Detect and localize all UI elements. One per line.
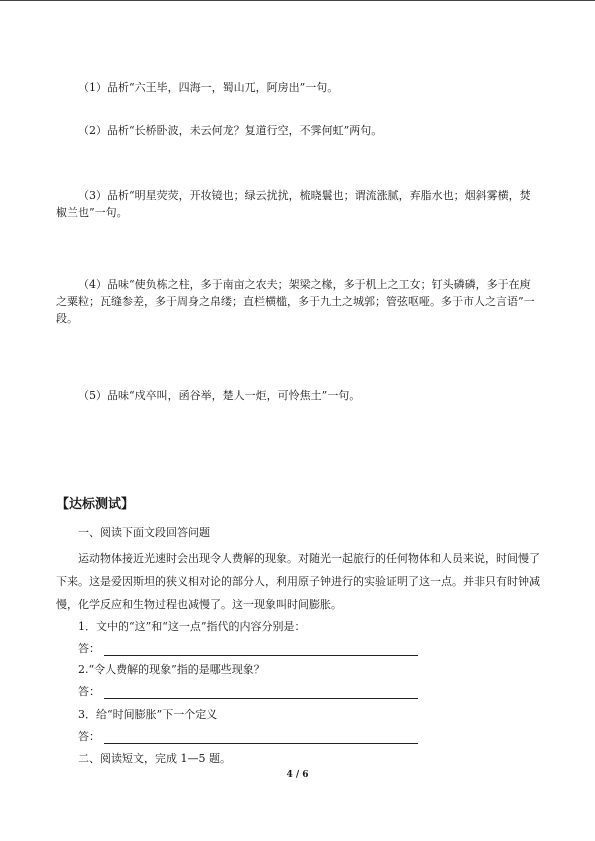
question-4: （4）品味“使负栋之柱，多于南亩之农夫；架梁之椽，多于机上之工女；钉头磷磷，多于在庾之粟粒；瓦缝参差，多于周身之帛缕；直栏横槛，多于九土之城郭；管弦呕哑。多于市人之言语”一段。	[56, 278, 535, 325]
item-3-answer-line[interactable]	[104, 743, 418, 744]
part2-heading: 二、阅读短文，完成 1—5 题。	[78, 752, 231, 765]
page-number: 4 / 6	[286, 770, 309, 780]
top-border-rule	[0, 0, 595, 1]
question-1: （1）品析“六王毕，四海一，蜀山兀，阿房出”一句。	[78, 81, 339, 94]
part1-heading: 一、阅读下面文段回答问题	[78, 526, 210, 539]
section-title: 【达标测试】	[56, 497, 135, 512]
reading-passage: 运动物体接近光速时会出现令人费解的现象。对随光一起旅行的任何物体和人员来说，时间慢了下来。这是爱因斯坦的狭义相对论的部分人，利用原子钟进行的实验证明了这一点。并非只有时钟减慢，化学反应和生物过程也减慢了。这一现象叫时间膨胀。	[56, 552, 540, 611]
question-3: （3）品析“明星荧荧，开妆镜也；绿云扰扰，梳晓鬟也；谓流涨腻，弃脂水也；烟斜雾横，焚椒兰也”一句。	[56, 189, 531, 219]
item-3-answer-row	[78, 729, 418, 745]
item-1-answer-label: 答：	[78, 642, 100, 655]
item-1-answer-line[interactable]	[104, 655, 418, 656]
item-2-question: 2.“令人费解的现象”指的是哪些现象？	[78, 663, 265, 676]
item-2-answer-line[interactable]	[104, 698, 418, 699]
item-3-question: 3．给“时间膨胀”下一个定义	[78, 708, 218, 721]
item-1-question: 1．文中的“这”和“这一点”指代的内容分别是：	[78, 620, 306, 633]
question-5: （5）品味“戍卒叫，函谷举，楚人一炬，可怜焦土”一句。	[78, 389, 361, 402]
item-2-answer-row	[78, 684, 418, 700]
item-3-answer-label: 答：	[78, 730, 100, 743]
question-2: （2）品析“长桥卧波，未云何龙？复道行空，不霁何虹”两句。	[78, 124, 383, 137]
item-1-answer-row	[78, 641, 418, 657]
item-2-answer-label: 答：	[78, 685, 100, 698]
